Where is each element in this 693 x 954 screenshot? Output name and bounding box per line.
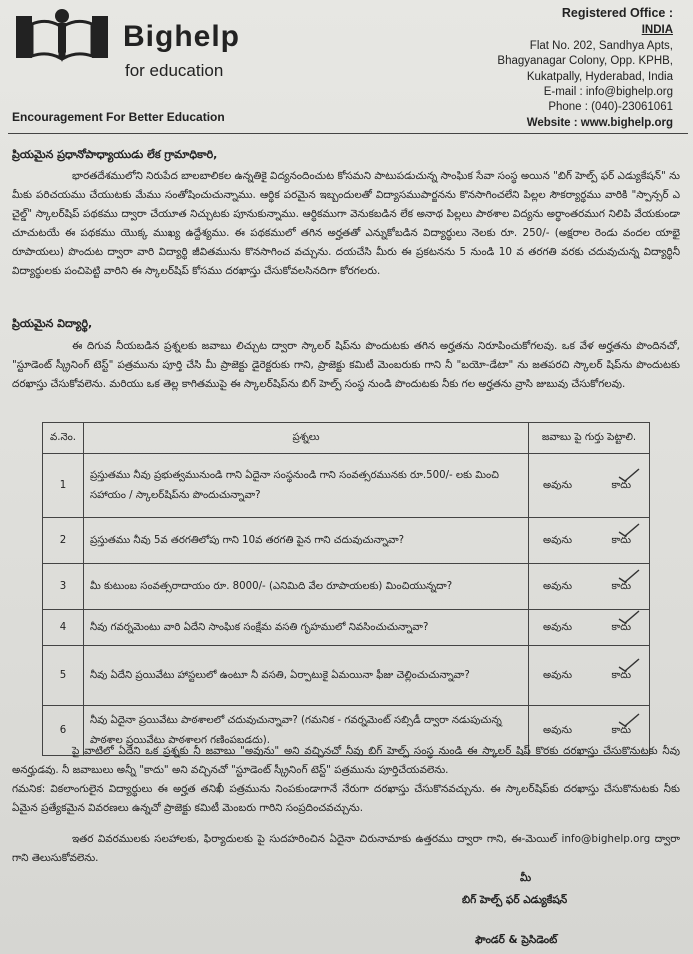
brand-subtitle: for education: [125, 61, 224, 80]
row-sno: 5: [43, 646, 84, 706]
office-line: Bhagyanagar Colony, Opp. KPHB,: [497, 55, 673, 68]
table-row: [43, 610, 650, 646]
instructions-paragraph: ఈ దిగువ నీయబడిన ప్రశ్నలకు జవాబు లిచ్చుట ద్వారా స్కాలర్ షిప్‌ను పొందుటకు తగిన అర్హతను నిరూపించుకోగలవు. ఒక వేళ అర్హతను పొందినచో, "స్టూడెంట్ స్క్రీనింగ్ టెస్ట్" పత్రమును పూర్తి చేసి మీ ప్రాజెక్టు డైరెక్టరుకు గాని, ప్రాజెక్టు కమిటీ మెంబరుకు గాని నీ "బయో-డేటా" ను జతపరచి స్కాలర్ షిప్‌ను పొందుటకు దరఖాస్తు చేసుకోవలెను. మరియు ఒక తెల్ల కాగితముపై ఈ స్కాలర్‌షిప్‌ను బిగ్ హెల్ప్ సంస్థ నుండి పొందుటకు నీకు గల అర్హతను వ్రాసి జుబువు చేసుకోగలవు.: [12, 340, 680, 390]
checkmark-icon: [617, 657, 641, 673]
answer-yes-option[interactable]: అవును: [543, 534, 572, 546]
header-divider: [8, 133, 688, 134]
answer-no-option[interactable]: కాదు: [611, 580, 631, 594]
salutation-headmaster: ప్రియమైన ప్రధానోపాధ్యాయుడు లేక గ్రామాధికారి,: [12, 148, 218, 161]
answer-no-option[interactable]: కాదు: [611, 724, 631, 738]
row-question: నీవు గవర్నమెంటు వారి ఏదేని సాంఘిక సంక్షేమ వసతి గృహములో నివసించుచున్నావా?: [84, 610, 529, 646]
row-question: నీవు ఏదైనా ప్రయివేటు పాఠశాలలో చదువుచున్నావా? (గమనిక - గవర్నమెంట్ సబ్సిడీ ద్వారా నడుపుచున్న పాఠశాల ప్రయివేటు పాఠశాలగ గణింపబడదు).: [84, 706, 529, 756]
answer-yes-option[interactable]: అవును: [543, 669, 572, 681]
answer-no-option[interactable]: కాదు: [611, 621, 631, 635]
brand-name: Bighelp: [123, 20, 240, 53]
answer-cell: [529, 564, 650, 610]
row-sno: 3: [43, 564, 84, 610]
answer-yes-option[interactable]: అవును: [543, 479, 572, 491]
bighelp-logo-icon: [14, 6, 110, 68]
row-sno: 6: [43, 706, 84, 756]
answer-cell: [529, 610, 650, 646]
table-row: [43, 518, 650, 564]
table-row: [43, 564, 650, 610]
office-label: Registered Office :: [561, 6, 673, 20]
answer-yes-option[interactable]: అవును: [543, 580, 572, 592]
signature-title: ఫౌండర్ & ప్రెసిడెంట్: [475, 934, 558, 946]
row-question: నీవు ఏదేని ప్రయివేటు హాస్టలులో ఉంటూ నీ వసతి, ఏర్పాటుకై ఏమయినా ఫీజు చెల్లించుచున్నావా?: [84, 646, 529, 706]
office-phone: Phone : (040)-23061061: [548, 101, 673, 114]
tagline: Encouragement For Better Education: [12, 110, 225, 124]
answer-no-option[interactable]: కాదు: [611, 479, 631, 493]
row-question: ప్రస్తుతము నీవు ప్రభుత్వమునుండి గాని ఏదైనా సంస్థనుండి గాని సంవత్సరమునకు రూ.500/- లకు మించి సహాయం / స్కాలర్‌షిప్‌ను పొందుచున్నావా?: [84, 454, 529, 518]
answer-cell: [529, 646, 650, 706]
answer-cell: [529, 518, 650, 564]
contact-paragraph: ఇతర వివరములకు సలహాలకు, ఫిర్యాదులకు పై సుదహరించిన ఏదైనా చిరునామాకు ఉత్తరము ద్వారా గాని, ఈ-మెయిల్ info@bighelp.org ద్వారా గాని తెలుసుకోవలెను.: [12, 833, 680, 864]
office-line: Kukatpally, Hyderabad, India: [526, 70, 673, 83]
registered-office: [413, 6, 673, 131]
answer-no-option[interactable]: కాదు: [611, 534, 631, 548]
signature-closing: మీ: [520, 872, 532, 884]
checkmark-icon: [617, 609, 641, 625]
salutation-student: ప్రియమైన విద్యార్థి,: [12, 317, 93, 330]
table-row: [43, 454, 650, 518]
row-sno: 2: [43, 518, 84, 564]
row-sno: 1: [43, 454, 84, 518]
intro-paragraph: భారతదేశములోని నిరుపేద బాలబాలికల ఉన్నతికై విద్యనందించుట కోసమని పాటుపడుచున్న సాంఘిక సేవా సంస్థ అయిన "బిగ్ హెల్ప్ ఫర్ ఎడ్యుకేషన్" ను మీకు పరిచయము చేయుటకు మేము సంతోషించుచున్నాము. ఆర్థిక పరమైన ఇబ్బందులతో విద్యాసముపార్జనను కొనసాగించలేని పిల్లల సౌకర్యార్థము వారికి "స్పాన్సర్ ఎ చైల్డ్" స్కాలర్‌షిప్ పథకము ద్వారా చేయూత నిచ్చుటకు పూనుకున్నాము. ఆర్థికముగా వెనుకబడిన లేక అనాథ పిల్లలు పాఠశాల విద్యను అర్థాంతరముగ నిలిపి వేయకుండా చూచుటయే ఈ పథకము యొక్క ముఖ్య ఉద్దేశ్యము. ఈ పథకములో తగిన అర్హతతో ఎన్నుకోబడిన విద్యార్థులు నెలకు రూ. 250/- (అక్షరాల రెండు వందల యాభై రూపాయలు) పొందుట ద్వారా వారి విద్యార్థి జీవితమును కొనసాగించ వచ్చును. దయచేసి మీరు ఈ ప్రకటనను 5 నుండి 10 వ తరగతి వరకు చదువుచున్న విద్యార్థినీ విద్యార్థులకు పంచిపెట్టి వారిని ఈ స్కాలర్‌షిప్ కోసము దరఖాస్తు చేసుకోవలసినదిగా కోరగలరు.: [12, 170, 680, 277]
office-country: INDIA: [641, 24, 673, 37]
answer-cell: [529, 454, 650, 518]
checkmark-icon: [617, 522, 641, 538]
ineligibility-paragraph: పై వాటిలో ఏదేని ఒక ప్రశ్నకు నీ జవాబు "అవును" అని వచ్చినచో నీవు బిగ్ హెల్ప్ సంస్థ నుండి ఈ స్కాలర్ షిప్ కొరకు దరఖాస్తు చేసుకొనుటకు నీవు అనర్హుడవు. నీ జవాబులు అన్నీ "కాదు" అని వచ్చినచో "స్టూడెంట్ స్క్రీనింగ్ టెస్ట్" పత్రమును పూర్తిచేయవలెను.: [12, 745, 680, 776]
col-header-sno: వ.నెం.: [43, 423, 84, 454]
col-header-answer: జవాబు పై గుర్తు పెట్టాలి.: [529, 423, 650, 454]
row-sno: 4: [43, 610, 84, 646]
note-paragraph: గమనిక: వికలాంగులైన విద్యార్థులు ఈ అర్హత తనిఖీ పత్రమును నింపకుండాగానే నేరుగా దరఖాస్తు చేసుకొనవచ్చును. ఈ స్కాలర్‌షిప్‌కు దరఖాస్తు చేసుకొనుటకు నీకు ఏమైన ప్రత్యేకమైన వివరణలు ఉన్నచో ప్రాజెక్టు కమిటీ మెంబరు గారిని సంప్రదించవచ్చును.: [12, 783, 680, 814]
office-website: Website : www.bighelp.org: [526, 116, 673, 129]
col-header-question: ప్రశ్నలు: [84, 423, 529, 454]
office-email: E-mail : info@bighelp.org: [543, 86, 673, 99]
row-question: ప్రస్తుతము నీవు 5వ తరగతిలోపు గాని 10వ తరగతి పైన గాని చదువుచున్నావా?: [84, 518, 529, 564]
answer-yes-option[interactable]: అవును: [543, 724, 572, 736]
checkmark-icon: [617, 712, 641, 728]
checkmark-icon: [617, 467, 641, 483]
table-header-row: [43, 423, 650, 454]
answer-no-option[interactable]: కాదు: [611, 669, 631, 683]
office-line: Flat No. 202, Sandhya Apts,: [529, 39, 673, 52]
table-row: [43, 646, 650, 706]
eligibility-questions-table: [42, 422, 650, 756]
row-question: మీ కుటుంబ సంవత్సరాదాయం రూ. 8000/- (ఎనిమిది వేల రూపాయలకు) మించియున్నదా?: [84, 564, 529, 610]
signature-organization: బిగ్ హెల్ప్ ఫర్ ఎడ్యుకేషన్: [462, 894, 568, 906]
checkmark-icon: [617, 568, 641, 584]
answer-yes-option[interactable]: అవును: [543, 621, 572, 633]
